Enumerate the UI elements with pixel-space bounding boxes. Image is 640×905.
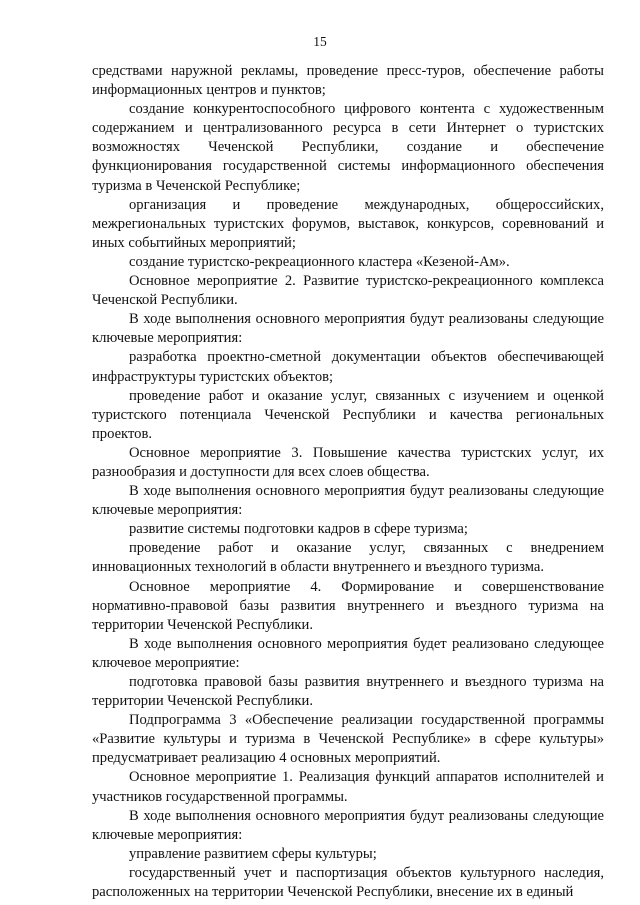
paragraph: Основное мероприятие 3. Повышение качества туристских услуг, их разнообразия и доступности для всех слоев общества. [92,444,604,480]
paragraph: подготовка правовой базы развития внутреннего и въездного туризма на территории Чеченской Республики. [92,674,604,710]
paragraph: создание конкурентоспособного цифрового контента с художественным содержанием и централизованного ресурса в сети Интернет о туристских возможностях Чеченской Республики, создание и обеспечение функционирования государственной системы информационного обеспечения туризма в Чеченской Республике; [92,101,604,194]
paragraph: Основное мероприятие 2. Развитие туристско-рекреационного комплекса Чеченской Республики. [92,273,604,309]
paragraph: управление развитием сферы культуры; [129,845,377,862]
document-body [92,62,604,902]
paragraph: разработка проектно-сметной документации объектов обеспечивающей инфраструктуры туристских объектов; [92,349,604,385]
paragraph: В ходе выполнения основного мероприятия будут реализованы следующие ключевые мероприятия: [92,311,604,347]
paragraph: создание туристско-рекреационного кластера «Кезеной-Ам». [129,253,510,270]
paragraph: проведение работ и оказание услуг, связанных с внедрением инновационных технологий в области внутреннего и въездного туризма. [92,540,604,576]
paragraph: государственный учет и паспортизация объектов культурного наследия, расположенных на территории Чеченской Республики, внесение их в единый [92,864,604,901]
paragraph: В ходе выполнения основного мероприятия будут реализованы следующие ключевые мероприятия: [92,483,604,519]
paragraph: Подпрограмма 3 «Обеспечение реализации государственной программы «Развитие культуры и туризма в Чеченской Республике» в сфере культуры» предусматривает реализацию 4 основных мероприятий. [92,712,604,767]
paragraph: В ходе выполнения основного мероприятия будет реализовано следующее ключевое мероприятие: [92,635,604,671]
paragraph: организация и проведение международных, общероссийских, межрегиональных туристских форумов, выставок, конкурсов, соревнований и иных событийных мероприятий; [92,196,604,251]
paragraph: В ходе выполнения основного мероприятия будут реализованы следующие ключевые мероприятия: [92,807,604,843]
page-number: 15 [313,34,327,49]
paragraph: Основное мероприятие 4. Формирование и совершенствование нормативно-правовой базы развития внутреннего и въездного туризма на территории Чеченской Республики. [92,578,604,633]
paragraph: проведение работ и оказание услуг, связанных с изучением и оценкой туристского потенциала Чеченской Республики и качества региональных проектов. [92,387,604,442]
paragraph: развитие системы подготовки кадров в сфере туризма; [129,521,468,538]
paragraph: Основное мероприятие 1. Реализация функций аппаратов исполнителей и участников государственной программы. [92,769,604,805]
paragraph: средствами наружной рекламы, проведение пресс-туров, обеспечение работы информационных центров и пунктов; [92,63,604,99]
